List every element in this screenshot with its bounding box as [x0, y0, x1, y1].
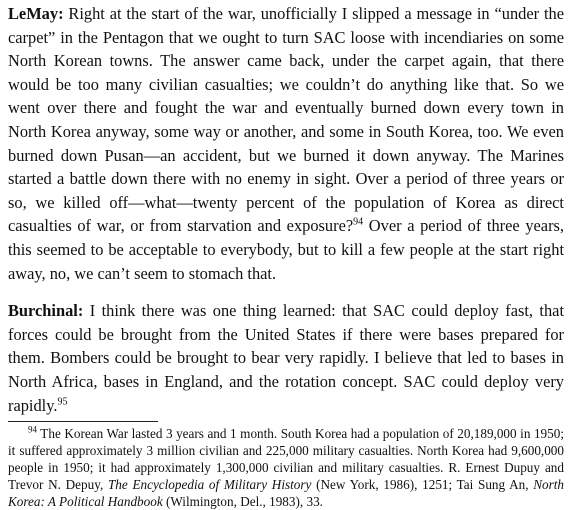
footnote-ref: 95	[57, 396, 68, 408]
paragraph-text-continued: Over a period of three years, this seemed to be acceptable to everybody, but to kill a few people at the start right away, no, we can’t seem to stomach that.	[8, 216, 564, 283]
footnote-book-title: The Encyclopedia of Military History	[107, 477, 312, 492]
document-body	[8, 2, 564, 417]
paragraph-text: Right at the start of the war, unofficially I slipped a message in “under the carpet” in the Pentagon that we ought to turn SAC loose with incendiaries on some North Korean towns. The answer came back, under the carpet again, that there would be too many civilian casualties; we couldn’t do anything like that. So we went over there and fought the war and eventually burned down every town in North Korea anyway, some way or another, and some in South Korea, too. We even burned down Pusan—an accident, but we burned it down anyway. The Marines started a battle down there with no enemy in sight. Over a period of three years or so, we killed off—what—twenty percent of the population of Korea as direct casualties of war, or from starvation and exposure?	[8, 4, 564, 236]
paragraph-text: I think there was one thing learned: that SAC could deploy fast, that forces could be brought from the United States if there were bases prepared for them. Bombers could be brought to bear very rapidly. I believe that led to bases in North Africa, bases in England, and the rotation concept. SAC could deploy very rapidly.	[8, 301, 564, 415]
footnote-94	[8, 425, 564, 510]
footnote-book-title: North Korea: A Political Handbook	[8, 477, 564, 509]
footnote-text: (New York, 1986), 1251; Tai Sung An,	[311, 477, 534, 492]
paragraph-lemay	[8, 2, 564, 285]
footnote-number: 94	[28, 424, 37, 435]
speaker-name: LeMay:	[8, 4, 64, 23]
footnote-ref: 94	[353, 216, 364, 228]
paragraph-burchinal	[8, 299, 564, 417]
footnote-divider	[8, 421, 158, 422]
footnote-text: The Korean War lasted 3 years and 1 month. South Korea had a population of 20,189,000 in 1950; it suffered approximately 3 million civilian and 225,000 military casualties. North Korea had 9,600,000 people in 1950; it had approximately 1,300,000 civilian and military casualties. R. Ernest Dupuy and Trevor N. Depuy,	[8, 426, 564, 492]
footnote-text: (Wilmington, Del., 1983), 33.	[162, 494, 323, 509]
speaker-name: Burchinal:	[8, 301, 84, 321]
